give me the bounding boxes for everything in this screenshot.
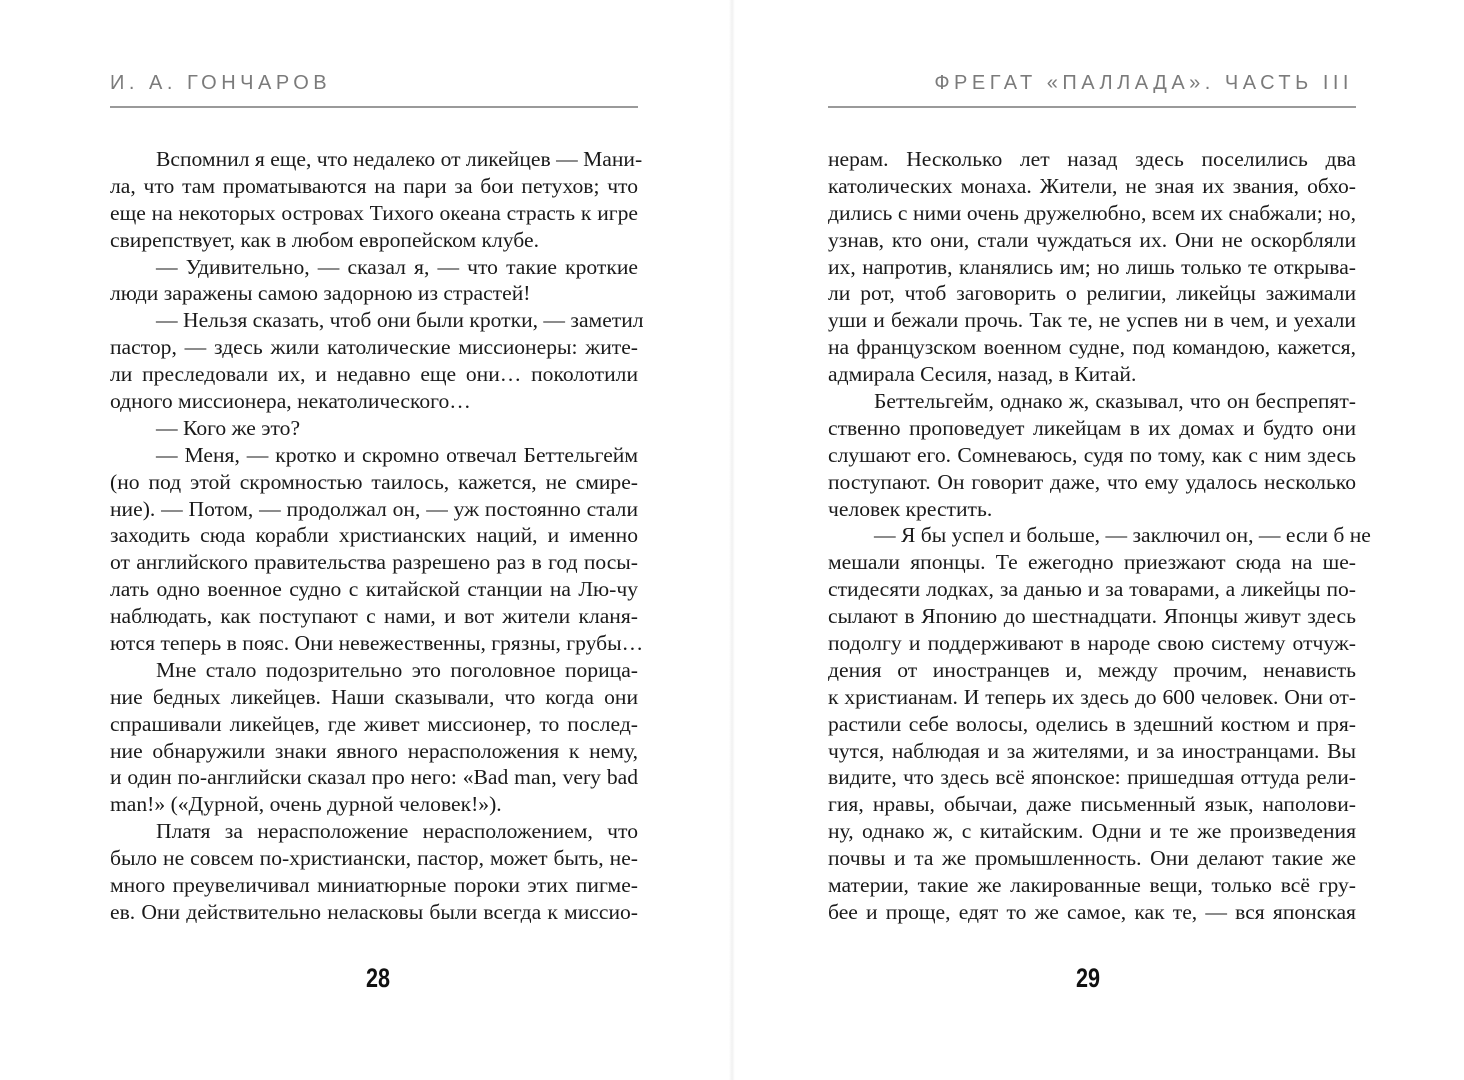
text-line: гия, нравы, обычаи, даже письменный язык, наполови- — [828, 792, 1356, 817]
text-line: Вспомнил я еще, что недалеко от ликейцев — Мани- — [156, 147, 643, 171]
text-line: ев. Они действительно неласковы были всегда к миссио- — [110, 899, 638, 924]
text-line: свирепствует, как в любом европейском клубе. — [110, 227, 539, 252]
text-line: — Меня, — кротко и скромно отвечал Беттельгейм — [156, 442, 638, 467]
text-line: уши и бежали прочь. Так те, не успев ни в чем, и уехали — [828, 308, 1356, 333]
text-line: чутся, наблюдая и за жителями, и за иностранцами. Вы — [828, 738, 1356, 763]
text-line: лать одно военное судно с китайской станции на Лю-чу — [110, 577, 638, 602]
text-line: man!» («Дурной, очень дурной человек!»). — [110, 792, 502, 817]
running-head-title: ФРЕГАТ «ПАЛЛАДА». ЧАСТЬ III — [934, 72, 1353, 94]
text-line: бее и проще, едят то же самое, как те, — вся японская — [828, 899, 1356, 924]
text-line: их, напротив, кланялись им; но лишь только те открыва- — [828, 254, 1356, 279]
text-line: ла, что там проматываются на пари за бои петухов; что — [110, 173, 638, 198]
page-number: 29 — [1075, 963, 1101, 993]
text-line: ну, однако ж, с китайским. Одни и те же произведения — [828, 819, 1356, 844]
text-line: почвы и та же промышленность. Они делают такие же — [828, 846, 1356, 871]
text-line: много преувеличивал миниатюрные пороки этих пигме- — [110, 873, 638, 898]
text-line: дились с ними очень дружелюбно, всем их снабжали; но, — [828, 200, 1356, 225]
text-line: к христианам. И теперь их здесь до 600 человек. Они от- — [828, 684, 1356, 709]
running-head-author: И. А. ГОНЧАРОВ — [110, 72, 332, 94]
text-line: дения от иностранцев и, между прочим, ненависть — [828, 657, 1356, 682]
header-rule — [110, 106, 638, 108]
header-rule — [828, 106, 1356, 108]
text-line: ние обнаружили знаки явного нерасположения к нему, — [110, 738, 638, 763]
right-page — [732, 0, 1464, 1080]
text-line: еще на некоторых островах Тихого океана страсть к игре — [110, 200, 638, 225]
text-line: подолгу и поддерживают в народе свою систему отчуж- — [828, 631, 1356, 656]
text-line: одного миссионера, некатолического… — [110, 389, 471, 414]
text-line: нерам. Несколько лет назад здесь поселились два — [828, 147, 1356, 171]
text-line: узнав, кто они, стали чуждаться их. Они не оскорбляли — [828, 227, 1356, 252]
text-line: Беттельгейм, однако ж, сказывал, что он беспрепят- — [874, 389, 1356, 414]
text-line: ние). — Потом, — продолжал он, — уж постоянно стали — [110, 496, 638, 521]
text-line: стидесяти лодках, за данью и за товарами, а ликейцы по- — [828, 577, 1356, 602]
text-line: на французском военном судне, под командою, кажется, — [828, 335, 1356, 360]
text-line: (но под этой скромностью таилось, кажется, не смире- — [110, 469, 638, 494]
text-line: адмирала Сесиля, назад, в Китай. — [828, 362, 1137, 387]
text-line: Мне стало подозрительно это поголовное порица- — [156, 657, 638, 682]
text-line: ли рот, чтоб заговорить о религии, ликейцы зажимали — [828, 281, 1356, 306]
text-line: видите, что здесь всё японское: пришедшая оттуда рели- — [828, 765, 1356, 790]
text-line: от английского правительства разрешено раз в год посы- — [110, 550, 638, 575]
text-line: спрашивали ликейцев, где живет миссионер, то послед- — [110, 711, 638, 736]
text-line: — Кого же это? — [156, 415, 301, 440]
text-line: — Нельзя сказать, чтоб они были кротки, — заметил — [156, 308, 644, 333]
right-page-text — [828, 146, 1371, 926]
text-line: ли преследовали их, и недавно еще они… поколотили — [110, 362, 638, 387]
text-line: растили себе волосы, оделись в здешний костюм и пря- — [828, 711, 1356, 736]
text-line: наблюдать, как поступают с нами, и вот жители кланя- — [110, 604, 638, 629]
page-number: 28 — [365, 963, 391, 993]
text-line: люди заражены самою задорною из страстей! — [110, 281, 531, 306]
text-line: католических монаха. Жители, не зная их звания, обхо- — [828, 173, 1356, 198]
left-page-text — [110, 146, 644, 926]
text-line: ние бедных ликейцев. Наши сказывали, что когда они — [110, 684, 638, 709]
text-line: человек крестить. — [828, 496, 993, 521]
text-line: сылают в Японию до шестнадцати. Японцы живут здесь — [828, 604, 1356, 629]
text-line: ственно проповедует ликейцам в их домах и будто они — [828, 415, 1356, 440]
text-line: и один по-английски сказал про него: «Bad man, very bad — [110, 765, 638, 790]
text-line: ются теперь в пояс. Они невежественны, грязны, грубы… — [110, 631, 644, 656]
text-line: было не совсем по-христиански, пастор, может быть, не- — [110, 846, 638, 871]
text-line: заходить сюда корабли христианских наций, и именно — [110, 523, 638, 548]
text-line: Платя за нерасположение нерасположением, что — [156, 819, 638, 844]
text-line: мешали японцы. Те ежегодно приезжают сюда на ше- — [828, 550, 1356, 575]
text-line: — Удивительно, — сказал я, — что такие кроткие — [156, 254, 638, 279]
text-line: пастор, — здесь жили католические миссионеры: жите- — [110, 335, 638, 360]
text-line: — Я бы успел и больше, — заключил он, — если б не — [874, 523, 1371, 548]
text-line: поступают. Он говорит даже, что ему удалось несколько — [828, 469, 1356, 494]
text-line: слушают его. Сомневаюсь, судя по тому, как с ним здесь — [828, 442, 1356, 467]
text-line: материи, такие же лакированные вещи, только всё гру- — [828, 873, 1356, 898]
